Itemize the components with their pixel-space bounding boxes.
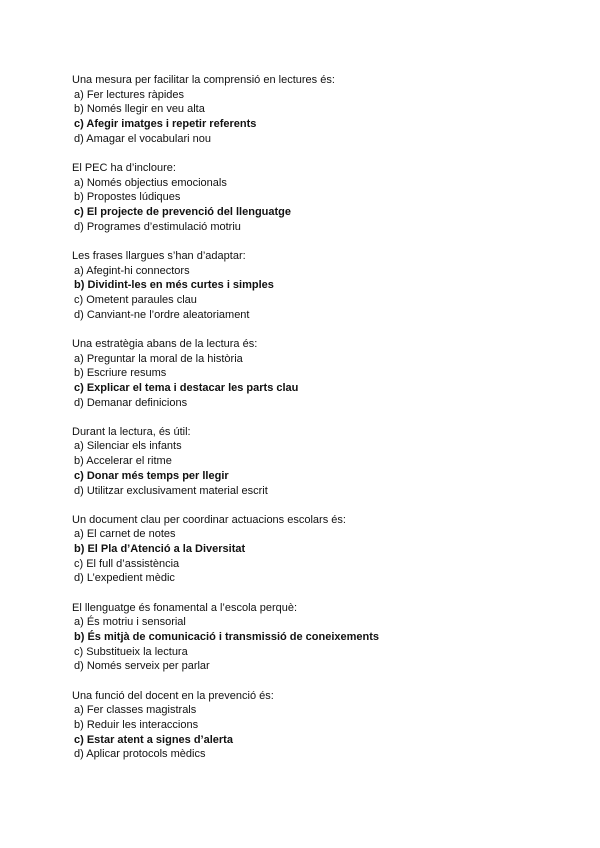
answer-option: b) Accelerar el ritme (74, 455, 172, 468)
answer-option: c) Substitueix la lectura (74, 645, 188, 658)
question-block (72, 601, 572, 674)
question-text: Una estratègia abans de la lectura és: (72, 337, 258, 350)
answer-option: d) Programes d’estimulació motriu (74, 220, 241, 233)
question-block (72, 73, 572, 146)
answer-option: d) Amagar el vocabulari nou (74, 132, 211, 145)
answer-options (72, 264, 572, 323)
answer-option: d) Només serveix per parlar (74, 660, 210, 673)
question-block (72, 337, 572, 410)
question-block (72, 249, 572, 322)
question-text: Un document clau per coordinar actuacions escolars és: (72, 513, 346, 526)
answer-option: d) Demanar definicions (74, 396, 188, 409)
answer-option: a) Silenciar els infants (74, 440, 182, 453)
question-text: El PEC ha d’incloure: (72, 161, 176, 174)
question-text: El llenguatge és fonamental a l’escola perquè: (72, 601, 298, 614)
answer-option: a) Només objectius emocionals (74, 176, 227, 189)
answer-options (72, 352, 572, 411)
answer-option: b) Propostes lúdiques (74, 191, 181, 204)
correct-answer-option: b) El Pla d’Atenció a la Diversitat (74, 543, 246, 556)
question-block (72, 161, 572, 234)
question-block (72, 425, 572, 498)
answer-option: c) Ometent paraules clau (74, 293, 197, 306)
answer-option: a) Preguntar la moral de la història (74, 352, 243, 365)
answer-option: b) Escriure resums (74, 367, 167, 380)
answer-option: a) És motriu i sensorial (74, 616, 186, 629)
question-block (72, 513, 572, 586)
correct-answer-option: c) Estar atent a signes d’alerta (74, 733, 233, 746)
answer-option: d) Utilitzar exclusivament material escrit (74, 484, 268, 497)
answer-option: d) L’expedient mèdic (74, 572, 175, 585)
answer-option: d) Canviant-ne l’ordre aleatoriament (74, 308, 250, 321)
correct-answer-option: c) Donar més temps per llegir (74, 469, 229, 482)
answer-option: d) Aplicar protocols mèdics (74, 748, 206, 761)
answer-options (72, 527, 572, 586)
answer-options (72, 88, 572, 147)
question-block (72, 689, 572, 762)
question-text: Durant la lectura, és útil: (72, 425, 191, 438)
answer-options (72, 439, 572, 498)
answer-option: b) Reduir les interaccions (74, 718, 199, 731)
answer-option: c) El full d’assistència (74, 557, 180, 570)
answer-option: a) Fer lectures ràpides (74, 88, 185, 101)
correct-answer-option: b) És mitjà de comunicació i transmissió de coneixements (74, 631, 380, 643)
answer-options (72, 615, 572, 674)
answer-option: a) Fer classes magistrals (74, 704, 197, 717)
answer-option: a) Afegint-hi connectors (74, 264, 190, 277)
answer-options (72, 176, 572, 235)
answer-option: a) El carnet de notes (74, 528, 176, 541)
question-text: Una funció del docent en la prevenció és: (72, 689, 274, 702)
correct-answer-option: b) Dividint-les en més curtes i simples (74, 279, 274, 292)
question-text: Una mesura per facilitar la comprensió en lectures és: (72, 74, 335, 86)
correct-answer-option: c) Explicar el tema i destacar les parts clau (74, 381, 299, 394)
quiz-page (72, 73, 572, 777)
correct-answer-option: c) El projecte de prevenció del llenguatge (74, 206, 292, 218)
question-text: Les frases llargues s’han d’adaptar: (72, 249, 246, 262)
answer-options (72, 703, 572, 762)
answer-option: b) Només llegir en veu alta (74, 103, 205, 116)
correct-answer-option: c) Afegir imatges i repetir referents (74, 118, 257, 131)
